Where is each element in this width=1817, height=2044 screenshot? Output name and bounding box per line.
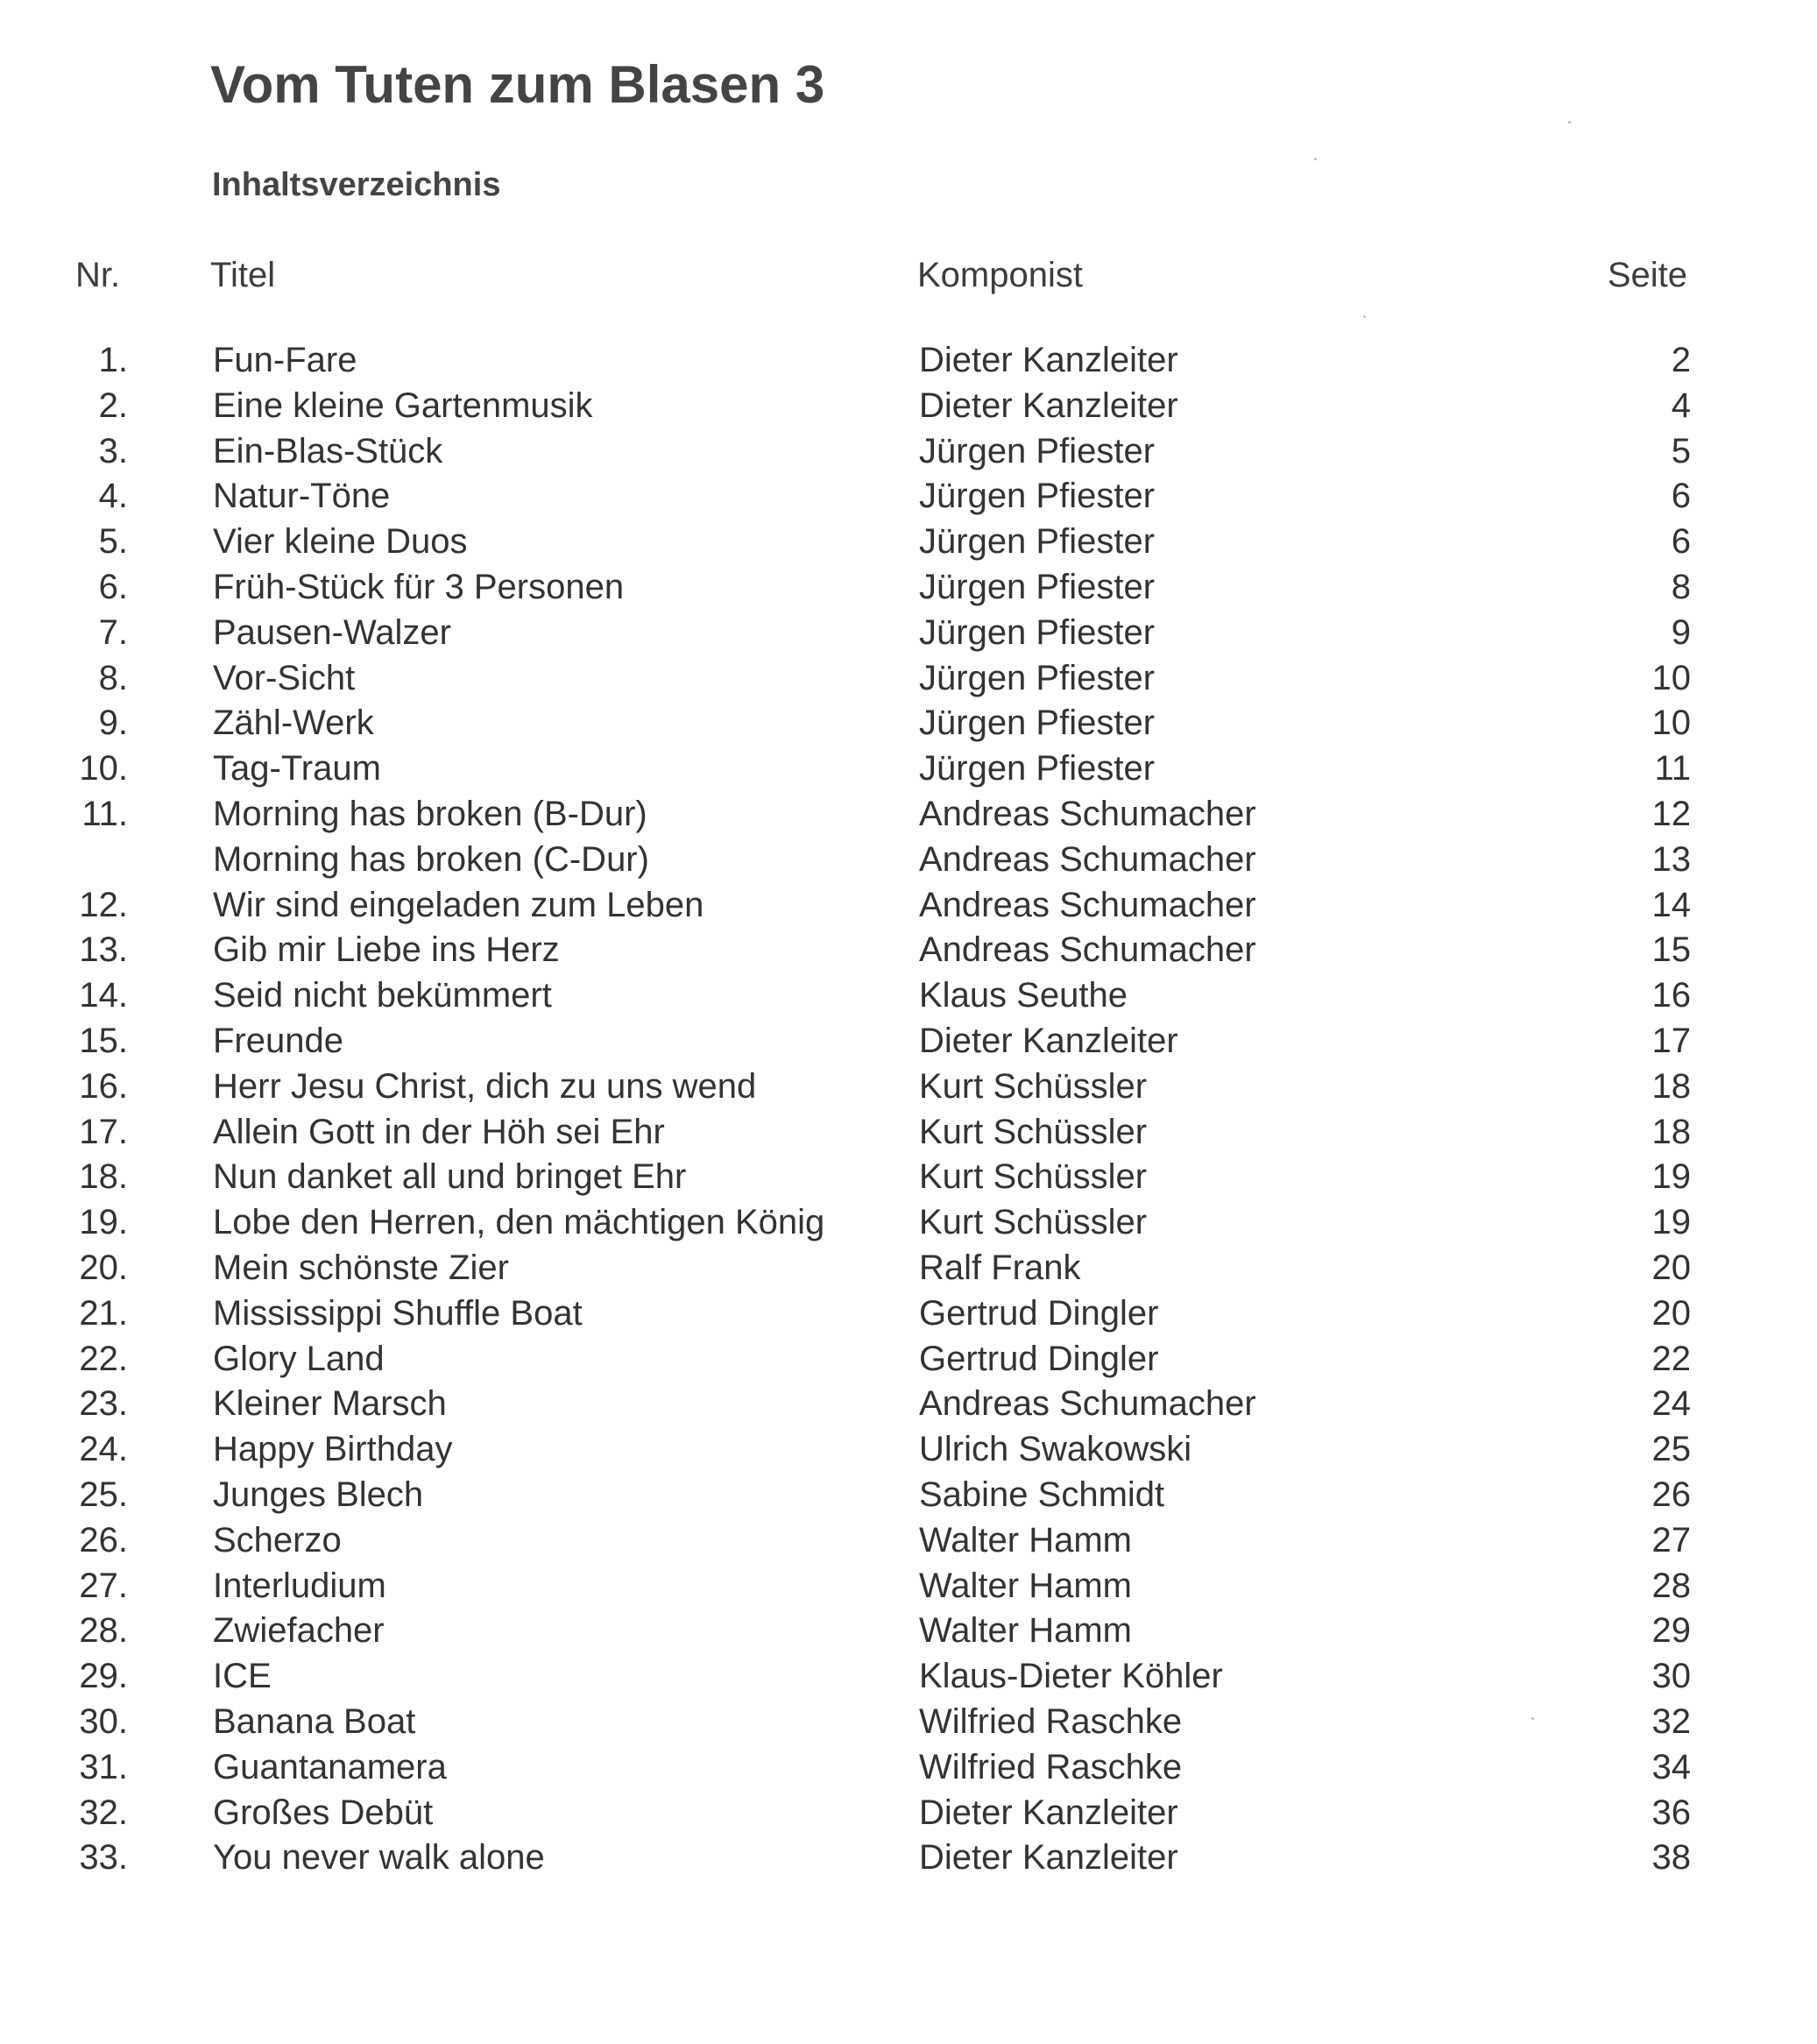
table-row — [0, 1654, 1817, 1700]
row-page: 36 — [1651, 1793, 1691, 1832]
row-number: 6. — [98, 567, 128, 606]
table-row — [0, 384, 1817, 429]
row-title: Scherzo — [213, 1520, 342, 1560]
table-row — [0, 565, 1817, 611]
table-row — [0, 1518, 1817, 1564]
table-of-contents — [0, 338, 1817, 1881]
row-composer: Andreas Schumacher — [919, 839, 1256, 879]
table-row — [0, 1427, 1817, 1473]
table-row — [0, 520, 1817, 565]
table-row — [0, 1337, 1817, 1383]
row-title: Lobe den Herren, den mächtigen König — [213, 1203, 825, 1242]
row-number: 5. — [98, 522, 128, 562]
row-page: 22 — [1651, 1339, 1691, 1378]
row-title: Vier kleine Duos — [213, 522, 468, 562]
row-title: Eine kleine Gartenmusik — [213, 385, 593, 425]
row-title: Pausen-Walzer — [213, 612, 451, 652]
row-title: Vor-Sicht — [213, 658, 356, 697]
row-composer: Jürgen Pfiester — [919, 522, 1156, 562]
row-composer: Dieter Kanzleiter — [919, 341, 1178, 379]
row-number: 4. — [98, 477, 128, 516]
row-page: 32 — [1651, 1701, 1691, 1741]
row-number: 10. — [79, 749, 128, 789]
row-composer: Jürgen Pfiester — [919, 704, 1156, 743]
row-composer: Jürgen Pfiester — [919, 749, 1156, 789]
row-title: Junges Blech — [213, 1475, 424, 1514]
row-title: Zwiefacher — [213, 1611, 385, 1651]
row-title: Wir sind eingeladen zum Leben — [213, 885, 704, 924]
row-page: 15 — [1651, 930, 1691, 970]
row-title: Mein schönste Zier — [213, 1248, 509, 1287]
row-number: 22. — [79, 1339, 128, 1378]
row-composer: Dieter Kanzleiter — [919, 1793, 1178, 1832]
table-row — [0, 1700, 1817, 1745]
row-page: 10 — [1651, 704, 1691, 743]
row-composer: Walter Hamm — [919, 1611, 1132, 1651]
row-number: 24. — [79, 1430, 128, 1469]
row-number: 25. — [79, 1475, 128, 1514]
row-page: 12 — [1651, 794, 1691, 833]
row-number: 7. — [98, 612, 128, 652]
row-number: 19. — [79, 1203, 128, 1242]
row-composer: Gertrud Dingler — [919, 1339, 1159, 1378]
row-title: Großes Debüt — [213, 1793, 434, 1832]
row-title: Fun-Fare — [213, 341, 357, 379]
row-composer: Klaus-Dieter Köhler — [919, 1657, 1223, 1696]
row-number: 27. — [79, 1566, 128, 1605]
table-row — [0, 429, 1817, 475]
row-number: 9. — [98, 704, 128, 743]
column-header-seite: Seite — [1607, 256, 1687, 294]
row-number: 26. — [79, 1520, 128, 1560]
row-page: 29 — [1651, 1611, 1691, 1651]
row-page: 9 — [1671, 612, 1691, 652]
table-row — [0, 1791, 1817, 1836]
row-page: 19 — [1651, 1157, 1691, 1197]
table-row — [0, 1564, 1817, 1609]
table-row — [0, 1382, 1817, 1427]
row-page: 20 — [1651, 1248, 1691, 1287]
row-number: 13. — [79, 930, 128, 970]
row-number: 11. — [81, 794, 128, 833]
column-header-titel: Titel — [210, 256, 276, 294]
section-heading: Inhaltsverzeichnis — [212, 166, 501, 203]
row-title: Allein Gott in der Höh sei Ehr — [213, 1112, 665, 1151]
table-row — [0, 338, 1817, 384]
table-row — [0, 973, 1817, 1019]
table-row — [0, 1200, 1817, 1246]
row-number: 33. — [79, 1838, 128, 1878]
row-number: 16. — [79, 1066, 128, 1106]
table-row — [0, 1835, 1817, 1881]
row-title: Ein-Blas-Stück — [213, 431, 443, 470]
row-composer: Andreas Schumacher — [919, 794, 1256, 833]
row-title: Mississippi Shuffle Boat — [213, 1293, 583, 1333]
row-number: 14. — [79, 976, 128, 1015]
row-page: 27 — [1651, 1520, 1691, 1560]
row-page: 18 — [1651, 1112, 1691, 1151]
row-title: Morning has broken (B-Dur) — [213, 794, 647, 833]
table-row — [0, 1246, 1817, 1291]
row-title: Nun danket all und bringet Ehr — [213, 1157, 687, 1197]
row-title: Glory Land — [213, 1339, 385, 1378]
table-row — [0, 1110, 1817, 1156]
table-row — [0, 883, 1817, 929]
row-title: Freunde — [213, 1021, 343, 1060]
row-composer: Jürgen Pfiester — [919, 477, 1156, 516]
row-composer: Sabine Schmidt — [919, 1475, 1165, 1514]
row-number: 31. — [79, 1747, 128, 1786]
table-row — [0, 656, 1817, 702]
row-page: 25 — [1651, 1430, 1691, 1469]
row-number: 18. — [79, 1157, 128, 1197]
table-row — [0, 792, 1817, 838]
row-title: Seid nicht bekümmert — [213, 976, 552, 1015]
row-composer: Walter Hamm — [919, 1520, 1132, 1560]
row-number: 12. — [79, 885, 128, 924]
row-title: Gib mir Liebe ins Herz — [213, 930, 560, 970]
table-row — [0, 746, 1817, 792]
row-number: 32. — [79, 1793, 128, 1832]
row-page: 16 — [1651, 976, 1691, 1015]
scan-speck — [1531, 1717, 1534, 1720]
row-title: Banana Boat — [213, 1701, 416, 1741]
row-number: 30. — [79, 1701, 128, 1741]
row-page: 17 — [1651, 1021, 1691, 1060]
row-page: 11 — [1654, 749, 1691, 789]
page-title: Vom Tuten zum Blasen 3 — [210, 55, 825, 114]
row-number: 20. — [79, 1248, 128, 1287]
table-row — [0, 928, 1817, 973]
table-row — [0, 838, 1817, 883]
row-composer: Walter Hamm — [919, 1566, 1132, 1605]
row-title: Interludium — [213, 1566, 386, 1605]
row-composer: Kurt Schüssler — [919, 1203, 1148, 1242]
row-composer: Dieter Kanzleiter — [919, 385, 1178, 425]
table-row — [0, 1473, 1817, 1518]
row-title: Herr Jesu Christ, dich zu uns wend — [213, 1066, 757, 1106]
row-page: 18 — [1651, 1066, 1691, 1106]
table-row — [0, 1155, 1817, 1200]
row-title: Natur-Töne — [213, 477, 391, 516]
table-row — [0, 1019, 1817, 1064]
row-title: Kleiner Marsch — [213, 1384, 447, 1424]
row-composer: Andreas Schumacher — [919, 885, 1256, 924]
table-row — [0, 1745, 1817, 1791]
row-page: 34 — [1651, 1747, 1691, 1786]
row-title: You never walk alone — [213, 1838, 545, 1878]
row-composer: Jürgen Pfiester — [919, 612, 1156, 652]
row-number: 3. — [98, 431, 128, 470]
scan-speck — [1363, 315, 1366, 318]
table-row — [0, 1064, 1817, 1110]
row-title: Tag-Traum — [213, 749, 381, 789]
table-row — [0, 1609, 1817, 1654]
row-page: 6 — [1671, 477, 1691, 516]
row-composer: Jürgen Pfiester — [919, 658, 1156, 697]
row-page: 4 — [1671, 385, 1691, 425]
row-title: Morning has broken (C-Dur) — [213, 839, 649, 879]
row-composer: Dieter Kanzleiter — [919, 1021, 1178, 1060]
table-row — [0, 701, 1817, 746]
row-title: Zähl-Werk — [213, 704, 374, 743]
row-number: 2. — [98, 385, 128, 425]
row-composer: Kurt Schüssler — [919, 1112, 1148, 1151]
row-number: 21. — [79, 1293, 128, 1333]
row-title: ICE — [213, 1657, 272, 1696]
row-number: 8. — [98, 658, 128, 697]
row-composer: Gertrud Dingler — [919, 1293, 1159, 1333]
row-page: 30 — [1651, 1657, 1691, 1696]
scan-speck — [1314, 158, 1317, 160]
row-page: 26 — [1651, 1475, 1691, 1514]
column-header-nr: Nr. — [75, 256, 121, 294]
row-composer: Andreas Schumacher — [919, 930, 1256, 970]
row-page: 2 — [1671, 341, 1691, 379]
row-composer: Klaus Seuthe — [919, 976, 1128, 1015]
row-composer: Kurt Schüssler — [919, 1066, 1148, 1106]
row-page: 28 — [1651, 1566, 1691, 1605]
row-composer: Wilfried Raschke — [919, 1747, 1183, 1786]
row-page: 10 — [1651, 658, 1691, 697]
row-number: 29. — [79, 1657, 128, 1696]
table-row — [0, 611, 1817, 656]
row-page: 13 — [1651, 839, 1691, 879]
row-page: 20 — [1651, 1293, 1691, 1333]
row-number: 23. — [79, 1384, 128, 1424]
row-composer: Ralf Frank — [919, 1248, 1081, 1287]
row-composer: Ulrich Swakowski — [919, 1430, 1192, 1469]
table-row — [0, 474, 1817, 520]
row-page: 8 — [1671, 567, 1691, 606]
row-composer: Andreas Schumacher — [919, 1384, 1256, 1424]
row-number: 17. — [79, 1112, 128, 1151]
column-header-komponist: Komponist — [917, 256, 1083, 294]
row-page: 6 — [1671, 522, 1691, 562]
scan-speck — [1568, 121, 1571, 124]
row-page: 24 — [1651, 1384, 1691, 1424]
row-number: 15. — [79, 1021, 128, 1060]
row-composer: Wilfried Raschke — [919, 1701, 1183, 1741]
row-title: Früh-Stück für 3 Personen — [213, 567, 625, 606]
row-page: 19 — [1651, 1203, 1691, 1242]
row-title: Happy Birthday — [213, 1430, 453, 1469]
row-number: 1. — [98, 341, 128, 379]
row-page: 5 — [1671, 431, 1691, 470]
row-title: Guantanamera — [213, 1747, 447, 1786]
row-composer: Jürgen Pfiester — [919, 431, 1156, 470]
row-page: 14 — [1651, 885, 1691, 924]
row-composer: Kurt Schüssler — [919, 1157, 1148, 1197]
row-composer: Dieter Kanzleiter — [919, 1838, 1178, 1878]
table-row — [0, 1291, 1817, 1337]
row-composer: Jürgen Pfiester — [919, 567, 1156, 606]
row-number: 28. — [79, 1611, 128, 1651]
row-page: 38 — [1651, 1838, 1691, 1878]
